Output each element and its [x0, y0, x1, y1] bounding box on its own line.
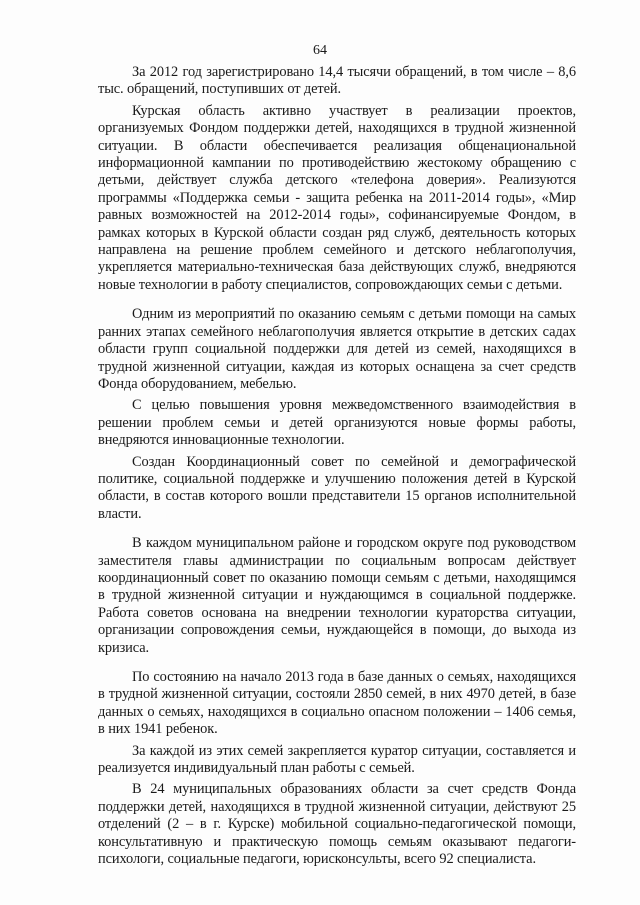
- paragraph-curator: За каждой из этих семей закрепляется куратор ситуации, составляется и реализуется индивидуальный план работы с семьей.: [98, 742, 576, 777]
- paragraph-appeals-2012: За 2012 год зарегистрировано 14,4 тысячи обращений, в том числе – 8,6 тыс. обращений, поступивших от детей.: [98, 64, 576, 98]
- paragraph-family-database: По состоянию на начало 2013 года в базе данных о семьях, находящихся в трудной жизненной ситуации, состояли 2850 семей, в них 4970 детей, в базе данных о семьях, находящихся в социально опасном положении – 1406 семья, в них 1941 ребенок.: [98, 669, 576, 738]
- paragraph-support-groups: Одним из мероприятий по оказанию семьям с детьми помощи на самых ранних этапах семейного неблагополучия является открытие в детских садах области групп социальной поддержки для детей из семей, находящихся в трудной жизненной ситуации, каждая из которых оснащена за счет средств Фонда оборудованием, мебелью.: [98, 306, 576, 392]
- paragraph-municipal-councils: В каждом муниципальном районе и городском округе под руководством заместителя главы администрации по социальным вопросам действует координационный совет по оказанию помощи семьям с детьми, находящимся в трудной жизненной ситуации и нуждающимся в социальной поддержке. Работа советов основана на внедрении технологии кураторства ситуации, организации сопровождения семьи, нуждающейся в помощи, до выхода из кризиса.: [98, 535, 576, 656]
- page-number: 64: [313, 43, 327, 58]
- paragraph-mobile-units: В 24 муниципальных образованиях области за счет средств Фонда поддержки детей, находящихся в трудной жизненной ситуации, действуют 25 отделений (2 – в г. Курске) мобильной социально-педагогической помощи, консультативную и практическую помощь семьям оказывают педагоги-психологи, социальные педагоги, юрисконсульты, всего 92 специалиста.: [98, 781, 576, 868]
- document-body: [98, 64, 576, 868]
- paragraph-interagency: С целью повышения уровня межведомственного взаимодействия в решении проблем семьи и детей организуются новые формы работы, внедряются инновационные технологии.: [98, 397, 576, 449]
- paragraph-fund-projects: Курская область активно участвует в реализации проектов, организуемых Фондом поддержки детей, находящихся в трудной жизненной ситуации. В области обеспечивается реализация общенациональной информационной кампании по противодействию жестокому обращению с детьми, действует служба детского «телефона доверия». Реализуются программы «Поддержка семьи - защита ребенка на 2011-2014 годы», «Мир равных возможностей на 2012-2014 годы», софинансируемые Фондом, в рамках которых в Курской области создан ряд служб, деятельность которых направлена на решение проблем семейного и детского неблагополучия, укрепляется материально-техническая база действующих служб, внедряются новые технологии в работу специалистов, сопровождающих семьи с детьми.: [98, 102, 576, 293]
- paragraph-coordination-council: Создан Координационный совет по семейной и демографической политике, социальной поддержке и улучшению положения детей в Курской области, в состав которого вошли представители 15 органов исполнительной власти.: [98, 453, 576, 522]
